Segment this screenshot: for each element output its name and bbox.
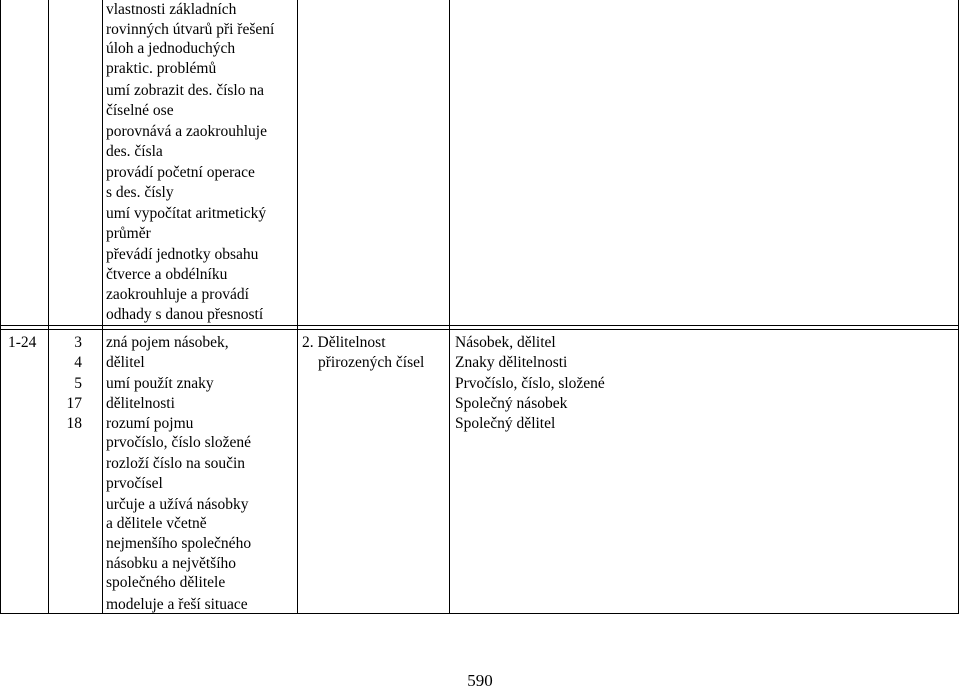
objective-line: odhady s danou přesností (106, 306, 264, 323)
objective-line: rozloží číslo na součin (106, 455, 246, 472)
term-line: Prvočíslo, číslo, složené (455, 375, 605, 392)
objective-line: s des. čísly (106, 184, 174, 201)
page-number: 590 (467, 671, 493, 690)
table-border-right (958, 0, 959, 614)
objective-line: nejmenšího společného (106, 535, 252, 552)
objective-line: úloh a jednoduchých (106, 40, 236, 57)
objective-line: zaokrouhluje a provádí (106, 286, 249, 303)
column-divider (297, 0, 298, 614)
table-border-left (0, 0, 1, 614)
term-line: Společný násobek (455, 395, 568, 412)
objective-line: prvočísel (106, 475, 163, 492)
objective-line: převádí jednotky obsahu (106, 246, 259, 263)
weeks-cell: 1-24 (8, 334, 37, 351)
objective-line: praktic. problémů (106, 60, 217, 77)
objective-line: rozumí pojmu (106, 415, 194, 432)
column-divider (102, 0, 103, 614)
term-line: Společný dělitel (455, 415, 556, 432)
term-line: Znaky dělitelnosti (455, 354, 568, 371)
objective-line: společného dělitele (106, 574, 226, 591)
section-separator (0, 325, 959, 330)
objective-line: průměr (106, 225, 151, 242)
objective-line: a dělitele včetně (106, 515, 207, 532)
objective-line: dělitel (106, 354, 145, 371)
topic-line: 2. Dělitelnost (302, 334, 386, 351)
objective-line: umí použít znaky (106, 375, 214, 392)
objective-line: umí zobrazit des. číslo na (106, 82, 264, 99)
objective-line: umí vypočítat aritmetický (106, 205, 267, 222)
objective-line: rovinných útvarů při řešení (106, 21, 275, 38)
competence-code: 4 (74, 354, 82, 371)
competence-code: 18 (66, 415, 82, 432)
objective-line: porovnává a zaokrouhluje (106, 123, 267, 140)
term-line: Násobek, dělitel (455, 334, 556, 351)
objective-line: čtverce a obdélníku (106, 266, 228, 283)
topic-line: přirozených čísel (318, 354, 425, 371)
objective-line: zná pojem násobek, (106, 334, 229, 351)
column-divider (449, 0, 450, 614)
objective-line: vlastnosti základních (106, 1, 237, 18)
objective-line: provádí početní operace (106, 164, 255, 181)
column-divider (48, 0, 49, 614)
objective-line: modeluje a řeší situace (106, 596, 248, 613)
objective-line: prvočíslo, číslo složené (106, 434, 252, 451)
objective-line: des. čísla (106, 143, 163, 160)
competence-code: 3 (74, 334, 82, 351)
competence-code: 17 (66, 395, 82, 412)
objective-line: určuje a užívá násobky (106, 496, 249, 513)
objective-line: číselné ose (106, 102, 174, 119)
objective-line: dělitelnosti (106, 395, 175, 412)
objective-line: násobku a největšího (106, 555, 237, 572)
competence-code: 5 (74, 375, 82, 392)
